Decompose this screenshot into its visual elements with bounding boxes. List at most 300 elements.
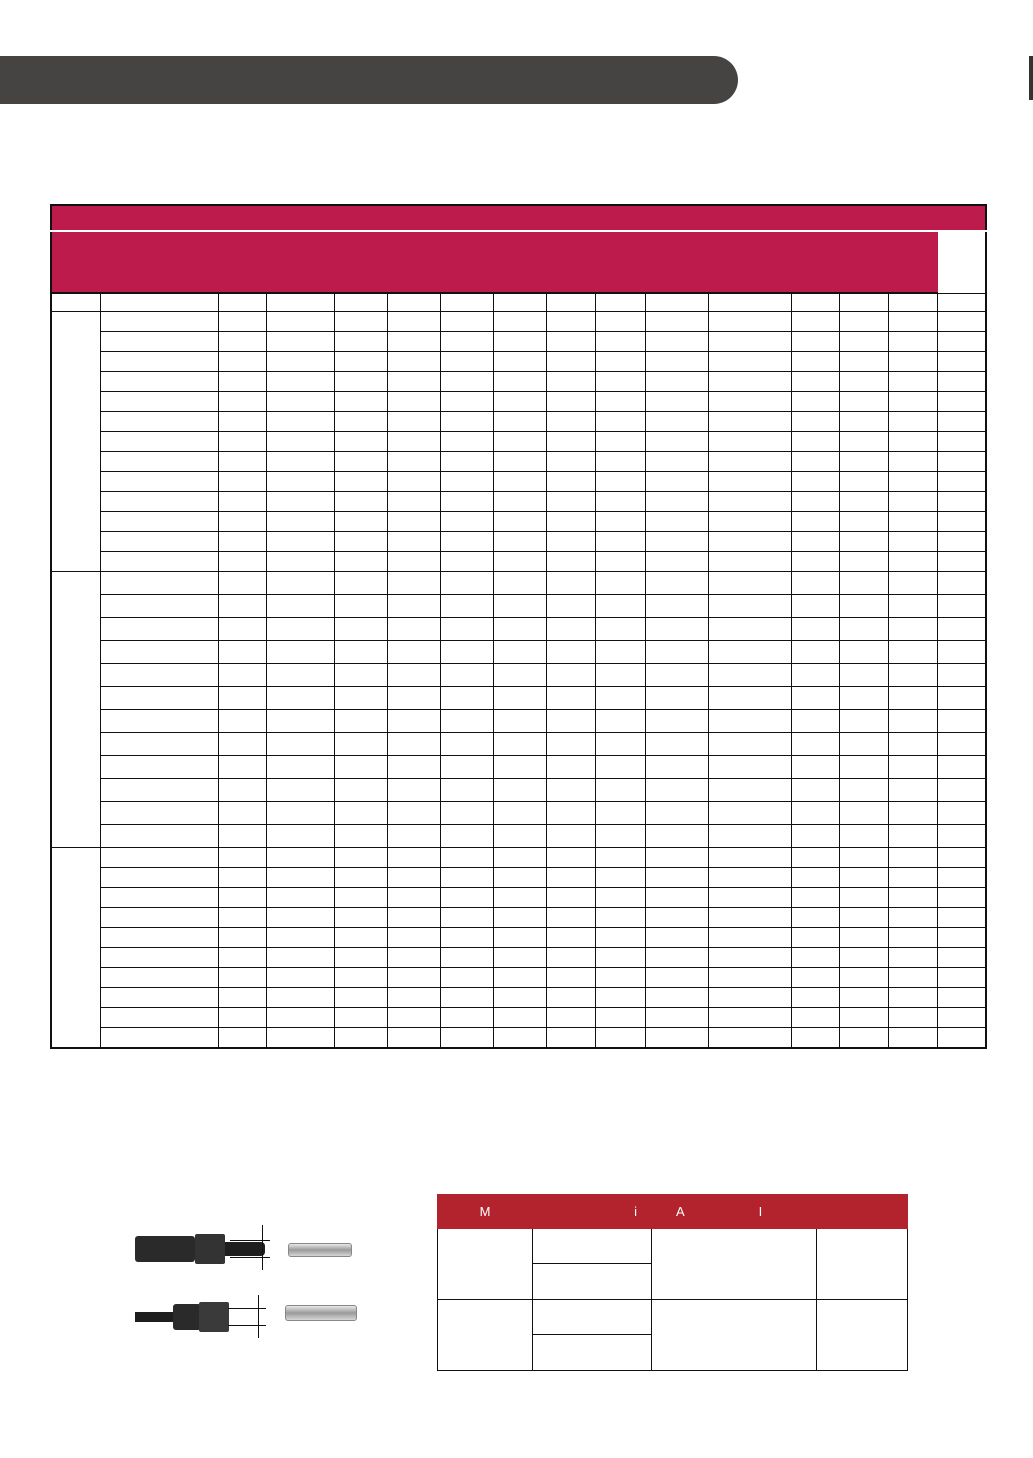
table-cell [645, 472, 708, 492]
table-cell [493, 492, 546, 512]
table-cell [266, 332, 334, 352]
table-cell [100, 1028, 218, 1049]
table-cell [888, 888, 937, 908]
table-cell [595, 1008, 645, 1028]
table-cell [100, 618, 218, 641]
table-cell [546, 825, 595, 848]
table-cell [440, 756, 493, 779]
table-cell [708, 848, 791, 868]
table-cell [218, 988, 266, 1008]
table-cell [266, 618, 334, 641]
table-cell [440, 412, 493, 432]
table-cell [546, 392, 595, 412]
table-cell [387, 352, 440, 372]
table-cell [839, 756, 888, 779]
table-cell [100, 532, 218, 552]
table-cell [493, 687, 546, 710]
table-cell [937, 1008, 986, 1028]
table-cell [645, 618, 708, 641]
table-cell [493, 733, 546, 756]
table-cell [100, 733, 218, 756]
table-cell [595, 848, 645, 868]
table-cell [387, 868, 440, 888]
table-cell [937, 641, 986, 664]
table-cell [266, 492, 334, 512]
table-cell [100, 572, 218, 595]
selection-cell [438, 1300, 533, 1371]
table-cell [708, 948, 791, 968]
table-cell [595, 687, 645, 710]
table-cell [334, 432, 387, 452]
table-cell [791, 802, 839, 825]
table-cell [839, 664, 888, 687]
selection-cell [817, 1229, 908, 1300]
header-group-electrical [708, 205, 986, 231]
table-cell [266, 710, 334, 733]
table-cell [595, 312, 645, 332]
table-cell [100, 312, 218, 332]
group-label-cell [51, 572, 100, 848]
table-cell [440, 687, 493, 710]
table-cell [595, 710, 645, 733]
table-cell [708, 372, 791, 392]
table-cell [595, 352, 645, 372]
pin-female-photo [288, 1243, 352, 1257]
table-cell [791, 641, 839, 664]
table-cell [493, 595, 546, 618]
table-cell [218, 492, 266, 512]
table-cell [440, 512, 493, 532]
table-cell [218, 572, 266, 595]
table-cell [937, 432, 986, 452]
table-cell [440, 472, 493, 492]
table-cell [493, 848, 546, 868]
table-cell [708, 472, 791, 492]
table-cell [266, 988, 334, 1008]
table-cell [493, 948, 546, 968]
table-cell [266, 948, 334, 968]
table-cell [334, 988, 387, 1008]
table-cell [546, 928, 595, 948]
page-edge-tab [1029, 56, 1033, 100]
table-cell [791, 988, 839, 1008]
table-cell [839, 948, 888, 968]
table-row [51, 825, 986, 848]
table-cell [645, 733, 708, 756]
table-cell [645, 641, 708, 664]
table-cell [440, 1028, 493, 1049]
table-row [51, 572, 986, 595]
table-cell [888, 687, 937, 710]
table-cell [440, 293, 493, 312]
table-cell [100, 848, 218, 868]
table-cell [387, 825, 440, 848]
table-cell [334, 618, 387, 641]
table-cell [218, 618, 266, 641]
table-cell [595, 552, 645, 572]
table-cell [937, 472, 986, 492]
connector-female-photo [135, 1230, 265, 1268]
table-cell [708, 868, 791, 888]
header-cell [218, 231, 266, 293]
table-cell [334, 756, 387, 779]
table-cell [708, 928, 791, 948]
table-cell [791, 392, 839, 412]
table-cell [937, 968, 986, 988]
table-cell [440, 572, 493, 595]
table-cell [334, 372, 387, 392]
header-cell [708, 231, 791, 293]
table-cell [218, 552, 266, 572]
table-cell [493, 372, 546, 392]
table-cell [440, 641, 493, 664]
table-cell [791, 825, 839, 848]
table-cell [387, 532, 440, 552]
table-cell [387, 332, 440, 352]
table-row [51, 779, 986, 802]
table-cell [493, 452, 546, 472]
table-cell [546, 968, 595, 988]
table-cell [266, 802, 334, 825]
table-row [51, 733, 986, 756]
header-cell [888, 231, 937, 293]
table-cell [100, 293, 218, 312]
table-cell [100, 825, 218, 848]
table-cell [708, 825, 791, 848]
table-cell [645, 293, 708, 312]
table-cell [493, 710, 546, 733]
table-row [51, 1008, 986, 1028]
table-cell [839, 928, 888, 948]
table-cell [387, 779, 440, 802]
selection-cell [817, 1300, 908, 1371]
table-cell [218, 532, 266, 552]
table-cell [791, 779, 839, 802]
table-cell [888, 868, 937, 888]
table-cell [839, 802, 888, 825]
table-cell [595, 452, 645, 472]
selection-cell [438, 1229, 533, 1300]
table-cell [839, 412, 888, 432]
table-cell [440, 848, 493, 868]
table-cell [791, 948, 839, 968]
table-cell [546, 492, 595, 512]
table-cell [708, 968, 791, 988]
table-cell [266, 532, 334, 552]
specification-table [50, 204, 987, 1049]
table-cell [645, 512, 708, 532]
table-cell [266, 512, 334, 532]
table-cell [218, 352, 266, 372]
table-cell [708, 618, 791, 641]
table-cell [546, 512, 595, 532]
table-cell [888, 512, 937, 532]
table-cell [888, 825, 937, 848]
table-cell [888, 710, 937, 733]
selection-cell [533, 1229, 652, 1264]
table-cell [791, 572, 839, 595]
header-cell [493, 231, 546, 293]
table-cell [546, 1028, 595, 1049]
table-cell [546, 1008, 595, 1028]
table-cell [218, 756, 266, 779]
table-cell [266, 372, 334, 392]
table-cell [937, 948, 986, 968]
table-cell [888, 618, 937, 641]
table-cell [100, 948, 218, 968]
table-cell [937, 664, 986, 687]
table-cell [546, 848, 595, 868]
table-cell [595, 532, 645, 552]
table-cell [266, 1028, 334, 1049]
table-cell [708, 888, 791, 908]
table-cell [888, 908, 937, 928]
table-cell [218, 733, 266, 756]
table-cell [218, 710, 266, 733]
table-cell [888, 452, 937, 472]
table-cell [100, 472, 218, 492]
table-cell [334, 293, 387, 312]
table-cell [888, 848, 937, 868]
table-cell [546, 710, 595, 733]
table-cell [645, 848, 708, 868]
table-cell [839, 472, 888, 492]
table-cell [218, 888, 266, 908]
table-cell [387, 948, 440, 968]
table-cell [708, 664, 791, 687]
table-cell [387, 372, 440, 392]
table-cell [546, 687, 595, 710]
table-cell [595, 756, 645, 779]
table-cell [937, 733, 986, 756]
table-cell [334, 687, 387, 710]
table-cell [791, 968, 839, 988]
table-cell [387, 968, 440, 988]
table-cell [708, 595, 791, 618]
table-cell [266, 552, 334, 572]
table-cell [218, 332, 266, 352]
table-cell [595, 472, 645, 492]
table-cell [791, 332, 839, 352]
table-cell [937, 988, 986, 1008]
table-row [51, 352, 986, 372]
table-cell [937, 888, 986, 908]
table-row [51, 1028, 986, 1049]
table-cell [266, 908, 334, 928]
table-cell [595, 432, 645, 452]
table-cell [708, 710, 791, 733]
table-cell [645, 756, 708, 779]
table-cell [839, 532, 888, 552]
table-cell [493, 908, 546, 928]
table-cell [493, 392, 546, 412]
table-cell [440, 1008, 493, 1028]
table-cell [440, 779, 493, 802]
table-cell [218, 372, 266, 392]
table-cell [266, 641, 334, 664]
table-cell [546, 352, 595, 372]
table-cell [888, 802, 937, 825]
table-cell [708, 412, 791, 432]
table-cell [266, 572, 334, 595]
table-cell [839, 352, 888, 372]
table-row [51, 472, 986, 492]
dimension-tick [230, 1240, 270, 1241]
table-cell [546, 868, 595, 888]
table-cell [791, 352, 839, 372]
table-cell [645, 412, 708, 432]
table-cell [937, 710, 986, 733]
table-cell [440, 868, 493, 888]
table-cell [546, 756, 595, 779]
table-cell [493, 618, 546, 641]
table-cell [791, 1008, 839, 1028]
table-cell [387, 412, 440, 432]
table-cell [888, 756, 937, 779]
table-cell [387, 888, 440, 908]
table-cell [266, 412, 334, 432]
table-cell [888, 733, 937, 756]
selection-header-cell: M [438, 1195, 533, 1229]
table-cell [888, 1008, 937, 1028]
table-cell [546, 733, 595, 756]
table-cell [645, 868, 708, 888]
table-cell [218, 825, 266, 848]
table-cell [839, 1028, 888, 1049]
table-cell [266, 733, 334, 756]
table-cell [839, 332, 888, 352]
table-cell [595, 908, 645, 928]
table-cell [595, 412, 645, 432]
table-cell [100, 372, 218, 392]
table-row [51, 948, 986, 968]
table-cell [708, 392, 791, 412]
table-cell [595, 1028, 645, 1049]
table-cell [387, 472, 440, 492]
table-cell [218, 779, 266, 802]
table-cell [266, 779, 334, 802]
table-cell [218, 293, 266, 312]
table-cell [100, 888, 218, 908]
table-cell [100, 779, 218, 802]
table-cell [888, 988, 937, 1008]
table-cell [546, 618, 595, 641]
table-cell [645, 595, 708, 618]
table-cell [100, 908, 218, 928]
table-cell [708, 988, 791, 1008]
table-cell [595, 492, 645, 512]
table-cell [546, 293, 595, 312]
table-cell [708, 293, 791, 312]
table-cell [266, 472, 334, 492]
selection-cell [652, 1229, 817, 1300]
table-cell [218, 452, 266, 472]
table-cell [440, 352, 493, 372]
table-cell [546, 888, 595, 908]
header-cell [839, 231, 888, 293]
table-cell [100, 432, 218, 452]
table-cell [218, 641, 266, 664]
table-cell [937, 293, 986, 312]
header-cell [645, 231, 708, 293]
table-cell [440, 968, 493, 988]
table-cell [266, 968, 334, 988]
group-label-cell [51, 312, 100, 572]
table-cell [387, 802, 440, 825]
table-cell [839, 618, 888, 641]
table-cell [387, 392, 440, 412]
table-cell [440, 552, 493, 572]
table-cell [839, 552, 888, 572]
table-cell [387, 618, 440, 641]
table-cell [888, 372, 937, 392]
table-cell [218, 908, 266, 928]
table-cell [708, 332, 791, 352]
table-row [51, 512, 986, 532]
table-cell [595, 779, 645, 802]
table-cell [708, 532, 791, 552]
table-cell [493, 664, 546, 687]
table-cell [839, 825, 888, 848]
table-cell [266, 756, 334, 779]
table-cell [839, 372, 888, 392]
table-cell [100, 868, 218, 888]
table-cell [791, 312, 839, 332]
table-cell [645, 372, 708, 392]
table-cell [595, 293, 645, 312]
table-cell [100, 687, 218, 710]
table-cell [493, 868, 546, 888]
table-cell [334, 452, 387, 472]
table-cell [595, 948, 645, 968]
table-cell [334, 888, 387, 908]
table-cell [218, 928, 266, 948]
table-cell [888, 779, 937, 802]
table-cell [839, 512, 888, 532]
table-row [51, 710, 986, 733]
table-cell [100, 664, 218, 687]
table-cell [387, 452, 440, 472]
table-cell [645, 1008, 708, 1028]
table-cell [493, 802, 546, 825]
table-cell [100, 802, 218, 825]
table-cell [791, 432, 839, 452]
table-cell [266, 432, 334, 452]
table-cell [546, 779, 595, 802]
table-cell [645, 908, 708, 928]
table-cell [493, 779, 546, 802]
table-cell [595, 392, 645, 412]
table-cell [937, 868, 986, 888]
table-cell [334, 595, 387, 618]
table-cell [493, 968, 546, 988]
table-cell [888, 412, 937, 432]
table-cell [440, 908, 493, 928]
table-cell [708, 908, 791, 928]
header-group-model [51, 205, 218, 231]
selection-cell [533, 1300, 652, 1335]
table-cell [387, 595, 440, 618]
table-cell [440, 312, 493, 332]
table-cell [266, 392, 334, 412]
table-cell [937, 372, 986, 392]
table-cell [645, 312, 708, 332]
table-cell [937, 595, 986, 618]
table-cell [266, 452, 334, 472]
table-cell [100, 928, 218, 948]
header-cell [791, 231, 839, 293]
table-cell [839, 572, 888, 595]
